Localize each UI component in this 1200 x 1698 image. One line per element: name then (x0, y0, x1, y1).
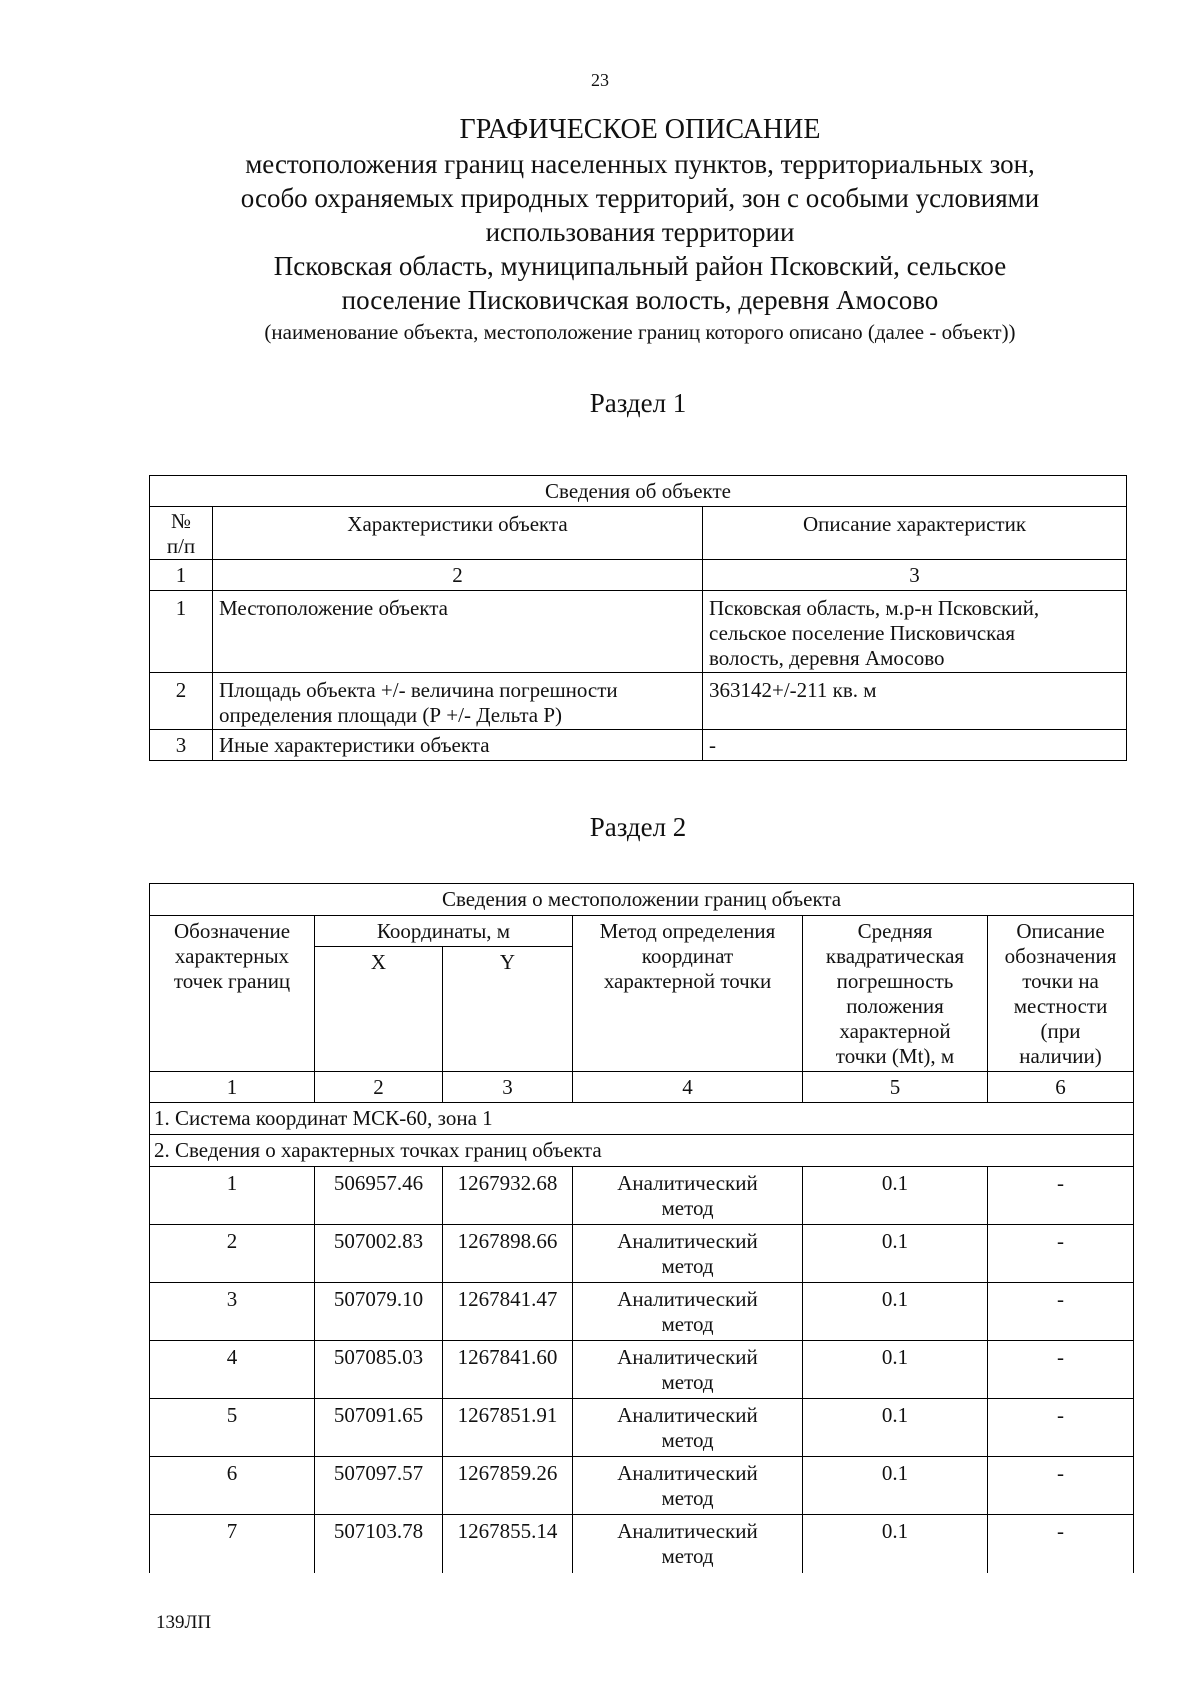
title-line: использования территории (485, 217, 795, 247)
point-y: 1267841.60 (443, 1341, 573, 1399)
point-mt: 0.1 (803, 1457, 988, 1515)
col-number: 6 (988, 1072, 1134, 1103)
point-method: Аналитический метод (573, 1515, 803, 1573)
col-header-method: Метод определения координат характерной точки (573, 916, 803, 1072)
row-description: - (703, 730, 1127, 761)
col-header-description: Описание характеристик (703, 507, 1127, 560)
col-header-x: X (315, 947, 443, 1072)
title-line: Псковская область, муниципальный район Псковский, сельское (273, 251, 1007, 281)
point-y: 1267932.68 (443, 1167, 573, 1225)
col-number: 1 (150, 1072, 315, 1103)
title-note: (наименование объекта, местоположение границ которого описано (далее - объект)) (264, 320, 1016, 344)
col-header-description: Описание обозначения точки на местности (при наличии) (988, 916, 1134, 1072)
point-mt: 0.1 (803, 1225, 988, 1283)
col-number: 2 (213, 560, 703, 591)
table-caption: Сведения о местоположении границ объекта (150, 884, 1134, 916)
col-number: 1 (150, 560, 213, 591)
point-description: - (988, 1457, 1134, 1515)
page-number: 23 (591, 70, 609, 90)
col-number: 2 (315, 1072, 443, 1103)
point-y: 1267855.14 (443, 1515, 573, 1573)
point-x: 507091.65 (315, 1399, 443, 1457)
col-number: 3 (703, 560, 1127, 591)
col-header-coordinates: Координаты, м (315, 916, 573, 947)
point-x: 507079.10 (315, 1283, 443, 1341)
point-y: 1267841.47 (443, 1283, 573, 1341)
title-line: местоположения границ населенных пунктов, территориальных зон, (245, 149, 1035, 179)
coordinate-system-row: 1. Система координат МСК-60, зона 1 (150, 1103, 1134, 1135)
col-header-point: Обозначение характерных точек границ (150, 916, 315, 1072)
document-title: ГРАФИЧЕСКОЕ ОПИСАНИЕ (459, 114, 821, 145)
object-info-table (149, 475, 1127, 761)
footer-code: 139ЛП (156, 1612, 212, 1633)
point-id: 5 (150, 1399, 315, 1457)
point-description: - (988, 1399, 1134, 1457)
point-id: 4 (150, 1341, 315, 1399)
point-method: Аналитический метод (573, 1283, 803, 1341)
point-description: - (988, 1515, 1134, 1573)
col-number: 4 (573, 1072, 803, 1103)
col-header-y: Y (443, 947, 573, 1072)
point-x: 506957.46 (315, 1167, 443, 1225)
point-method: Аналитический метод (573, 1225, 803, 1283)
boundary-points-table (149, 883, 1134, 1573)
section2-heading: Раздел 2 (589, 812, 687, 842)
row-characteristic: Иные характеристики объекта (213, 730, 703, 761)
point-y: 1267859.26 (443, 1457, 573, 1515)
point-x: 507097.57 (315, 1457, 443, 1515)
row-number: 2 (150, 673, 213, 730)
row-number: 3 (150, 730, 213, 761)
title-line: особо охраняемых природных территорий, зон с особыми условиями (240, 183, 1040, 213)
point-id: 3 (150, 1283, 315, 1341)
section1-heading: Раздел 1 (589, 388, 687, 418)
col-header-characteristic: Характеристики объекта (213, 507, 703, 560)
col-number: 3 (443, 1072, 573, 1103)
point-description: - (988, 1341, 1134, 1399)
point-x: 507085.03 (315, 1341, 443, 1399)
row-description: Псковская область, м.р-н Псковский, сельское поселение Писковичская волость, деревня Амосово (703, 591, 1127, 673)
points-section-row: 2. Сведения о характерных точках границ объекта (150, 1135, 1134, 1167)
point-method: Аналитический метод (573, 1167, 803, 1225)
point-x: 507002.83 (315, 1225, 443, 1283)
row-number: 1 (150, 591, 213, 673)
point-description: - (988, 1225, 1134, 1283)
col-header-number: № п/п (150, 507, 213, 560)
point-x: 507103.78 (315, 1515, 443, 1573)
col-number: 5 (803, 1072, 988, 1103)
row-characteristic: Площадь объекта +/- величина погрешности определения площади (Р +/- Дельта Р) (213, 673, 703, 730)
point-mt: 0.1 (803, 1283, 988, 1341)
point-description: - (988, 1167, 1134, 1225)
title-line: поселение Писковичская волость, деревня Амосово (341, 285, 939, 315)
title-block (120, 113, 1160, 345)
point-mt: 0.1 (803, 1515, 988, 1573)
table-caption: Сведения об объекте (150, 476, 1127, 507)
col-header-error: Средняя квадратическая погрешность положения характерной точки (Mt), м (803, 916, 988, 1072)
point-id: 6 (150, 1457, 315, 1515)
point-id: 7 (150, 1515, 315, 1573)
point-mt: 0.1 (803, 1341, 988, 1399)
point-method: Аналитический метод (573, 1399, 803, 1457)
point-id: 2 (150, 1225, 315, 1283)
point-mt: 0.1 (803, 1167, 988, 1225)
point-method: Аналитический метод (573, 1341, 803, 1399)
point-y: 1267851.91 (443, 1399, 573, 1457)
row-description: 363142+/-211 кв. м (703, 673, 1127, 730)
point-description: - (988, 1283, 1134, 1341)
row-characteristic: Местоположение объекта (213, 591, 703, 673)
point-method: Аналитический метод (573, 1457, 803, 1515)
point-id: 1 (150, 1167, 315, 1225)
point-mt: 0.1 (803, 1399, 988, 1457)
point-y: 1267898.66 (443, 1225, 573, 1283)
